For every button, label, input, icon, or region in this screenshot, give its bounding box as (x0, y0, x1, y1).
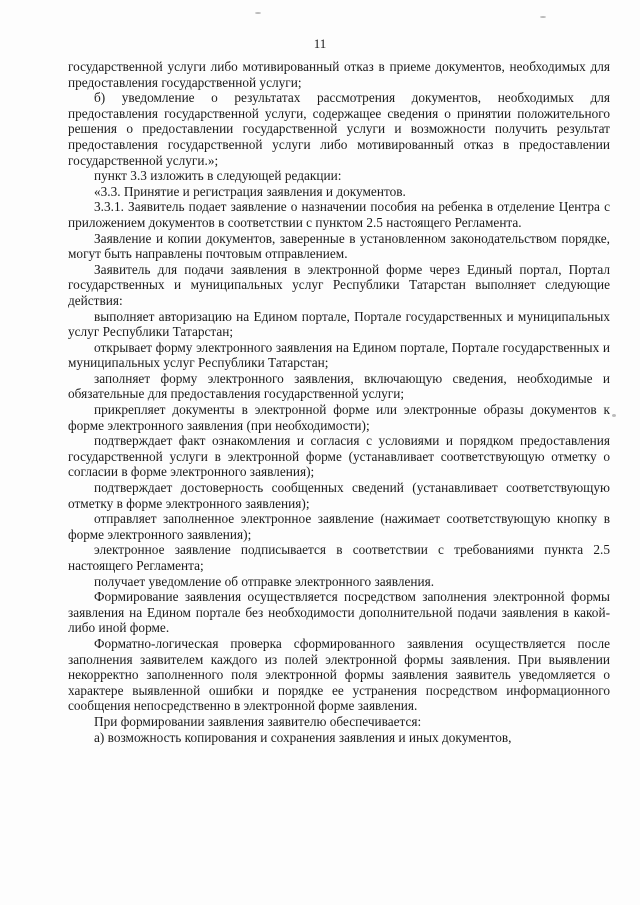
paragraph: «3.3. Принятие и регистрация заявления и документов. (94, 183, 406, 199)
paragraph: а) возможность копирования и сохранения заявления и иных документов, (94, 729, 512, 745)
paragraph: государственной услуги либо мотивированный отказ в приеме документов, необходимых для предоставления государственной услуги; (68, 59, 610, 90)
page-number: 11 (313, 36, 327, 51)
paragraph: Заявитель для подачи заявления в электронной форме через Единый портал, Портал государственных и муниципальных услуг Республики Татарстан выполняет следующие действия: (68, 261, 610, 308)
paragraph: подтверждает факт ознакомления и согласия с условиями и порядком предоставления государственной услуги в электронной форме (устанавливает соответствующую отметку о согласии в форме электронного заявления); (68, 433, 610, 480)
paragraph: заполняет форму электронного заявления, включающую сведения, необходимые и обязательные для предоставления государственной услуги; (68, 370, 610, 402)
paragraph: Форматно-логическая проверка сформированного заявления осуществляется после заполнения заявителем каждого из полей электронной формы заявления. При выявлении некорректно заполненного поля электронной формы заявления заявитель уведомляется о характере выявленной ошибки и порядке ее устранения посредством информационного сообщения непосредственно в электронной форме заявления. (68, 635, 610, 714)
paragraph: прикрепляет документы в электронной форме или электронные образы документов к форме электронного заявления (при необходимости); (68, 402, 610, 433)
scan-speck (255, 12, 261, 14)
paragraph: выполняет авторизацию на Едином портале, Портале государственных и муниципальных услуг Республики Татарстан; (68, 308, 610, 340)
paragraph: Формирование заявления осуществляется посредством заполнения электронной формы заявления на Едином портале без необходимости дополнительной подачи заявления в какой-либо иной форме. (68, 589, 610, 636)
scan-speck (612, 414, 616, 417)
paragraph: пункт 3.3 изложить в следующей редакции: (94, 168, 342, 184)
paragraph: отправляет заполненное электронное заявление (нажимает соответствующую кнопку в форме электронного заявления); (68, 511, 610, 542)
document-body (68, 59, 610, 745)
paragraph: открывает форму электронного заявления на Едином портале, Портале государственных и муниципальных услуг Республики Татарстан; (68, 339, 610, 371)
paragraph: Заявление и копии документов, заверенные в установленном законодательством порядке, могут быть направлены почтовым отправлением. (68, 230, 610, 262)
paragraph: б) уведомление о результатах рассмотрения документов, необходимых для предоставления государственной услуги, содержащее сведения о принятии положительного решения о предоставлении государственной услуги и возможности получить результат предоставления государственной услуги либо мотивированный отказ в предоставлении государственной услуги.»; (68, 90, 610, 168)
paragraph: При формировании заявления заявителю обеспечивается: (94, 713, 422, 729)
paragraph: получает уведомление об отправке электронного заявления. (94, 573, 435, 589)
paragraph: 3.3.1. Заявитель подает заявление о назначении пособия на ребенка в отделение Центра с приложением документов в соответствии с пунктом 2.5 настоящего Регламента. (68, 199, 610, 230)
paragraph: электронное заявление подписывается в соответствии с требованиями пункта 2.5 настоящего Регламента; (68, 542, 610, 573)
scan-speck (540, 16, 546, 18)
paragraph: подтверждает достоверность сообщенных сведений (устанавливает соответствующую отметку в форме электронного заявления); (68, 480, 610, 511)
